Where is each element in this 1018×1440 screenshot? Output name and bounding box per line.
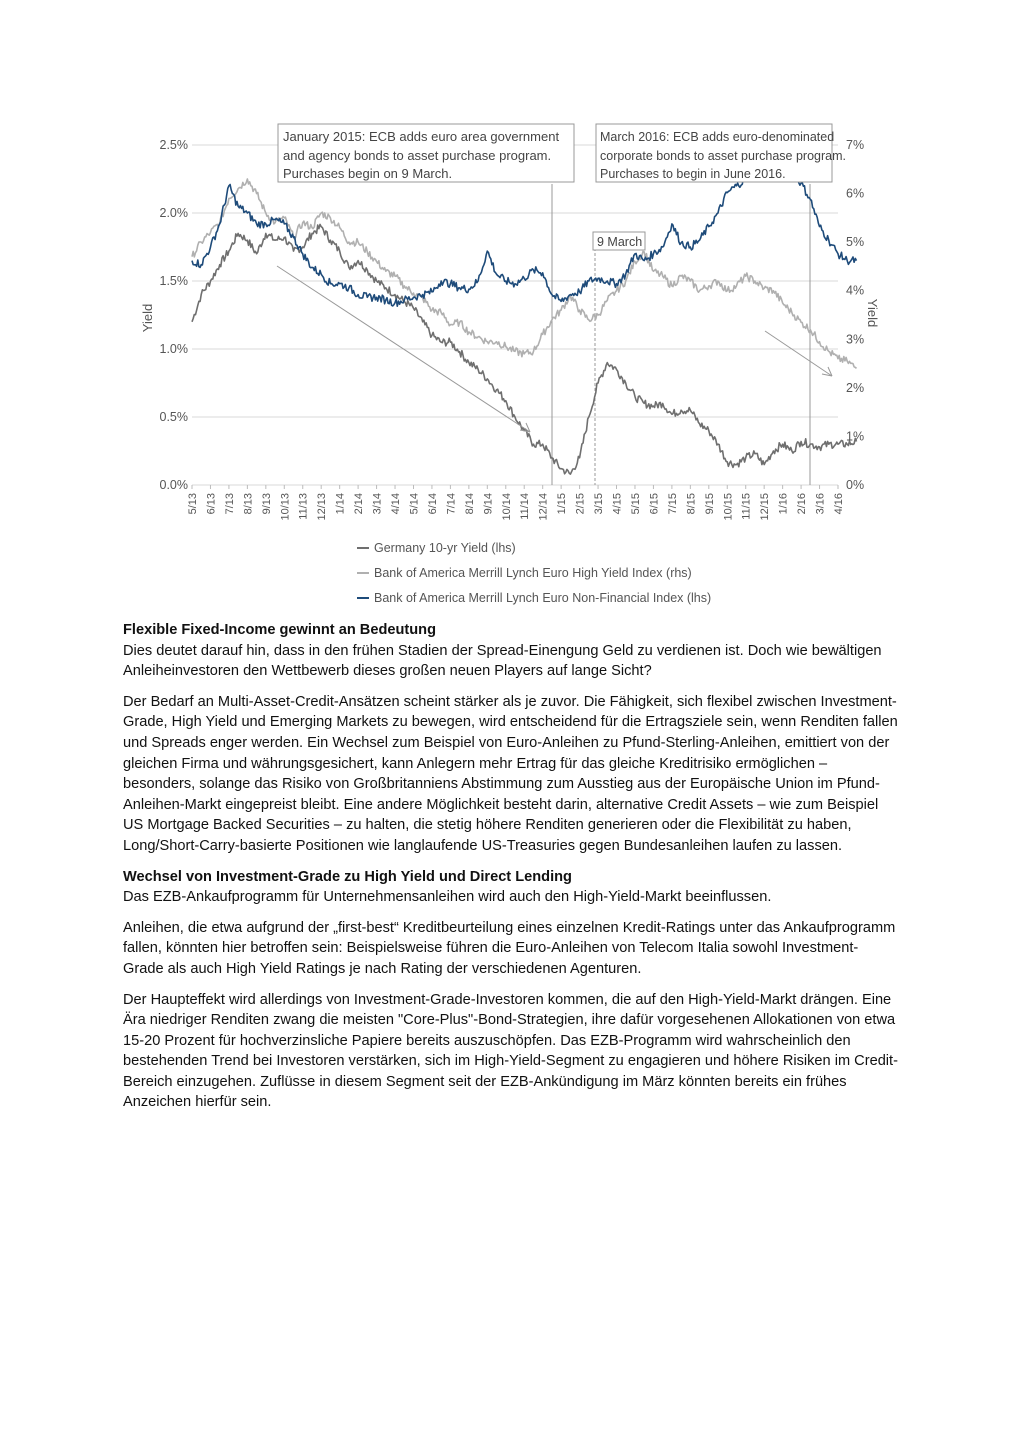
right-tick-label: 4% xyxy=(846,283,865,298)
x-tick-label: 3/15 xyxy=(593,493,606,515)
x-tick-label: 4/14 xyxy=(390,493,403,515)
left-tick-label: 0.0% xyxy=(159,478,188,492)
right-tick-label: 1% xyxy=(846,429,865,444)
paragraph-4: Anleihen, die etwa aufgrund der „first-best“ Kreditbeurteilung eines einzelnen Kredit-Ratings unter das Ankaufprogramm fallen, könnten hier betroffen sein: Beispielsweise führen die Euro-Anleihen von Telecom Italia sowohl Investment-Grade als auch High Yield Ratings je nach Rating der verschiedenen Agenturen. xyxy=(123,919,896,977)
x-tick-label: 6/14 xyxy=(426,493,439,515)
annotation-jan-2015-line-1: January 2015: ECB adds euro area government xyxy=(283,129,560,144)
x-tick-label: 6/15 xyxy=(648,493,661,515)
annotation-mar-2016 xyxy=(596,124,846,182)
left-tick-label: 2.5% xyxy=(159,138,188,152)
x-tick-label: 2/16 xyxy=(796,493,809,515)
x-axis-ticks xyxy=(187,485,845,521)
x-tick-label: 1/14 xyxy=(334,493,347,515)
right-tick-label: 2% xyxy=(846,380,865,395)
left-tick-label: 2.0% xyxy=(159,206,188,220)
left-tick-label: 0.5% xyxy=(159,410,188,424)
x-tick-label: 2/14 xyxy=(353,493,366,515)
x-tick-label: 10/14 xyxy=(500,493,513,521)
x-tick-label: 10/15 xyxy=(722,493,735,521)
x-tick-label: 12/13 xyxy=(316,493,329,521)
annotation-jan-2015-line-3: Purchases begin on 9 March. xyxy=(283,166,453,181)
right-tick-label: 0% xyxy=(846,478,865,492)
chart-legend xyxy=(357,541,711,605)
x-tick-label: 11/14 xyxy=(519,493,532,520)
right-tick-label: 7% xyxy=(846,138,865,152)
x-tick-label: 11/13 xyxy=(297,493,310,520)
x-tick-label: 3/16 xyxy=(814,493,827,515)
x-tick-label: 8/14 xyxy=(463,493,476,515)
x-tick-label: 12/15 xyxy=(759,493,772,521)
annotation-mar-2016-line-3: Purchases to begin in June 2016. xyxy=(600,167,786,181)
x-tick-label: 5/13 xyxy=(187,493,199,515)
legend-high-yield: Bank of America Merrill Lynch Euro High Yield Index (rhs) xyxy=(374,566,692,580)
right-tick-label: 3% xyxy=(846,332,865,347)
x-tick-label: 4/15 xyxy=(611,493,624,515)
x-tick-label: 10/13 xyxy=(279,493,292,521)
x-tick-label: 3/14 xyxy=(371,493,384,515)
legend-germany: Germany 10-yr Yield (lhs) xyxy=(374,541,516,555)
annotation-jan-2015-line-2: and agency bonds to asset purchase program. xyxy=(283,148,552,163)
chart-series xyxy=(192,158,857,474)
heading-investment-grade-to-high-yield: Wechsel von Investment-Grade zu High Yield und Direct Lending xyxy=(123,868,572,885)
chart-gridlines xyxy=(192,145,838,485)
yield-chart xyxy=(120,118,900,618)
x-tick-label: 2/15 xyxy=(574,493,587,515)
x-tick-label: 9/13 xyxy=(260,493,273,515)
left-tick-label: 1.5% xyxy=(159,274,188,288)
annotation-mar-2016-line-1: March 2016: ECB adds euro-denominated xyxy=(600,130,835,144)
series-euro-high-yield xyxy=(192,179,857,368)
left-tick-label: 1.0% xyxy=(159,342,188,356)
right-tick-label: 6% xyxy=(846,186,865,201)
article-body xyxy=(123,620,898,1123)
x-tick-label: 6/13 xyxy=(205,493,218,515)
x-tick-label: 9/14 xyxy=(482,493,495,515)
right-tick-label: 5% xyxy=(846,235,865,250)
x-tick-label: 1/15 xyxy=(556,493,569,515)
x-tick-label: 7/15 xyxy=(666,493,679,515)
x-tick-label: 8/13 xyxy=(242,493,255,515)
left-axis-label: Yield xyxy=(140,303,155,333)
x-tick-label: 5/14 xyxy=(408,493,421,515)
x-tick-label: 8/15 xyxy=(685,493,698,515)
x-tick-label: 5/15 xyxy=(629,493,642,515)
paragraph-1: Dies deutet darauf hin, dass in den frühen Stadien der Spread-Einengung Geld zu verdienen ist. Doch wie bewältigen Anleiheinvestoren den Wettbewerb dieses großen neuen Players auf lange Sicht? xyxy=(123,642,882,680)
right-axis-label: Yield xyxy=(865,298,880,328)
x-tick-label: 7/14 xyxy=(445,493,458,515)
legend-non-financial: Bank of America Merrill Lynch Euro Non-Financial Index (lhs) xyxy=(374,591,712,605)
x-tick-label: 11/15 xyxy=(740,493,753,520)
left-axis-ticks xyxy=(160,138,189,492)
x-tick-label: 7/13 xyxy=(223,493,236,515)
x-tick-label: 1/16 xyxy=(777,493,790,515)
x-tick-label: 9/15 xyxy=(703,493,716,515)
marker-9-march xyxy=(593,232,645,250)
annotation-mar-2016-line-2: corporate bonds to asset purchase program. xyxy=(600,149,846,163)
annotation-jan-2015 xyxy=(278,124,574,182)
paragraph-5: Der Haupteffekt wird allerdings von Investment-Grade-Investoren kommen, die auf den High-Yield-Markt drängen. Eine Ära niedriger Renditen zwang die meisten "Core-Plus"-Bond-Strategien, ihre dafür vorgesehenen Allokationen von etwa 15-20 Prozent für hochverzinsliche Papiere bereits auszuschöpfen. Das EZB-Programm wird wahrscheinlich den bestehenden Trend bei Investoren verstärken, sich im High-Yield-Segment zu engagieren und höhere Risiken im Credit-Bereich einzugehen. Zuflüsse in diesem Segment seit der EZB-Ankündigung im März könnten bereits ein frühes Anzeichen hierfür sein. xyxy=(123,991,898,1111)
heading-flexible-fixed-income: Flexible Fixed-Income gewinnt an Bedeutung xyxy=(123,622,436,638)
paragraph-2: Der Bedarf an Multi-Asset-Credit-Ansätzen scheint stärker als je zuvor. Die Fähigkeit, sich flexibel zwischen Investment-Grade, High Yield und Emerging Markets zu bewegen, wird entscheidend für die Ertragsziele sein, wenn Renditen fallen und Spreads enger werden. Ein Wechsel zum Beispiel von Euro-Anleihen zu Pfund-Sterling-Anleihen, emittiert von der gleichen Firma und währungsgesichert, kann Anlegern mehr Ertrag für das gleiche Kreditrisiko ermöglichen – besonders, solange das Risiko von Großbritanniens Abstimmung zum Ausstieg aus der Europäische Union im Pfund-Anleihen-Markt eingepreist bleibt. Eine andere Möglichkeit besteht darin, alternative Credit Assets – wie zum Beispiel US Mortgage Backed Securities – zu halten, die stetig höhere Renditen generieren oder die Flexibilität zu haben, Long/Short-Carry-basierte Positionen wie langlaufende US-Treasuries gegen Bundesanleihen laufen zu lassen. xyxy=(123,693,898,854)
x-tick-label: 12/14 xyxy=(537,493,550,521)
trend-arrow-right xyxy=(765,331,832,376)
paragraph-3: Das EZB-Ankaufprogramm für Unternehmensanleihen wird auch den High-Yield-Markt beeinflussen. xyxy=(123,889,772,906)
marker-9-march-label: 9 March xyxy=(597,235,643,249)
x-tick-label: 4/16 xyxy=(833,493,845,515)
